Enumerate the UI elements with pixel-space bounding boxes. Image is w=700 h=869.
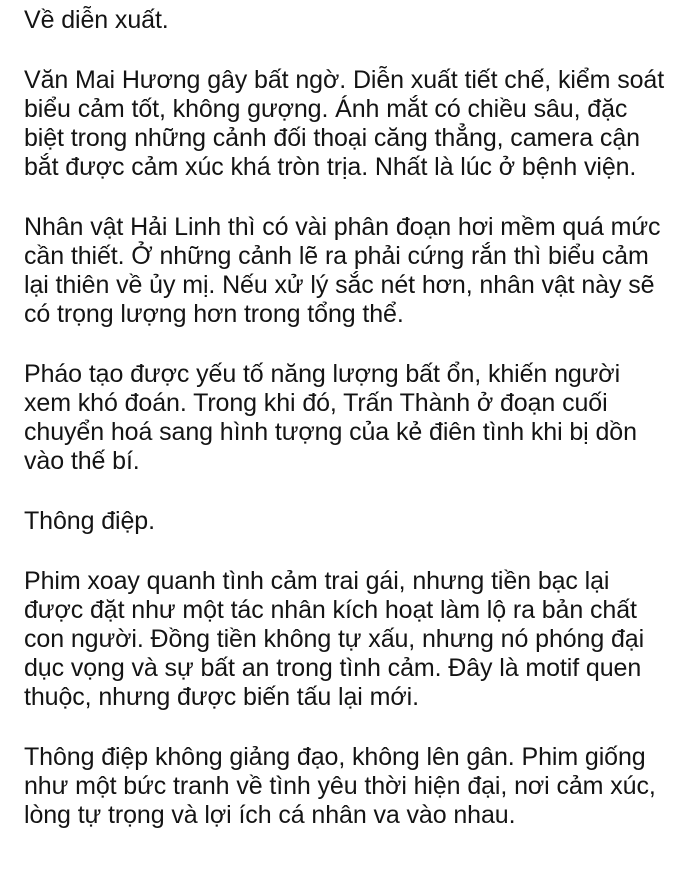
section-heading-acting: Về diễn xuất. — [24, 6, 169, 34]
text-line: Phim xoay quanh tình cảm trai gái, nhưng tiền bạc lại — [24, 567, 610, 595]
paragraph-gap — [24, 536, 680, 567]
text-line: Thông điệp không giảng đạo, không lên gân. Phim giống — [24, 743, 646, 771]
text-line: Pháo tạo được yếu tố năng lượng bất ổn, khiến người — [24, 360, 621, 388]
text-line: lại thiên về ủy mị. Nếu xử lý sắc nét hơn, nhân vật này sẽ — [24, 271, 655, 299]
text-line: như một bức tranh về tình yêu thời hiện đại, nơi cảm xúc, — [24, 772, 656, 800]
text-line: biệt trong những cảnh đối thoại căng thẳng, camera cận — [24, 124, 640, 152]
paragraph-gap — [24, 329, 680, 360]
paragraph-van-mai-huong — [24, 66, 680, 182]
text-line: chuyển hoá sang hình tượng của kẻ điên tình khi bị dồn — [24, 418, 637, 446]
paragraph-gap — [24, 35, 680, 66]
text-line: vào thế bí. — [24, 447, 140, 475]
text-line: lòng tự trọng và lợi ích cá nhân va vào nhau. — [24, 801, 516, 829]
text-line: con người. Đồng tiền không tự xấu, nhưng nó phóng đại — [24, 625, 645, 653]
text-line: bắt được cảm xúc khá tròn trịa. Nhất là lúc ở bệnh viện. — [24, 153, 637, 181]
text-line: được đặt như một tác nhân kích hoạt làm lộ ra bản chất — [24, 596, 637, 624]
paragraph-gap — [24, 712, 680, 743]
paragraph-phao-tran-thanh — [24, 360, 680, 476]
paragraph-conclusion — [24, 743, 680, 830]
paragraph-money-theme — [24, 567, 680, 712]
text-line: có trọng lượng hơn trong tổng thể. — [24, 300, 404, 328]
paragraph-gap — [24, 182, 680, 213]
section-heading-message: Thông điệp. — [24, 507, 155, 535]
text-line: Văn Mai Hương gây bất ngờ. Diễn xuất tiết chế, kiểm soát — [24, 66, 665, 94]
text-line: cần thiết. Ở những cảnh lẽ ra phải cứng rắn thì biểu cảm — [24, 242, 649, 270]
text-line: biểu cảm tốt, không gượng. Ánh mắt có chiều sâu, đặc — [24, 95, 628, 123]
text-line: dục vọng và sự bất an trong tình cảm. Đây là motif quen — [24, 654, 642, 682]
text-line: thuộc, nhưng được biến tấu lại mới. — [24, 683, 419, 711]
text-line: xem khó đoán. Trong khi đó, Trấn Thành ở đoạn cuối — [24, 389, 608, 417]
text-line: Nhân vật Hải Linh thì có vài phân đoạn hơi mềm quá mức — [24, 213, 661, 241]
paragraph-gap — [24, 476, 680, 507]
paragraph-hai-linh — [24, 213, 680, 329]
